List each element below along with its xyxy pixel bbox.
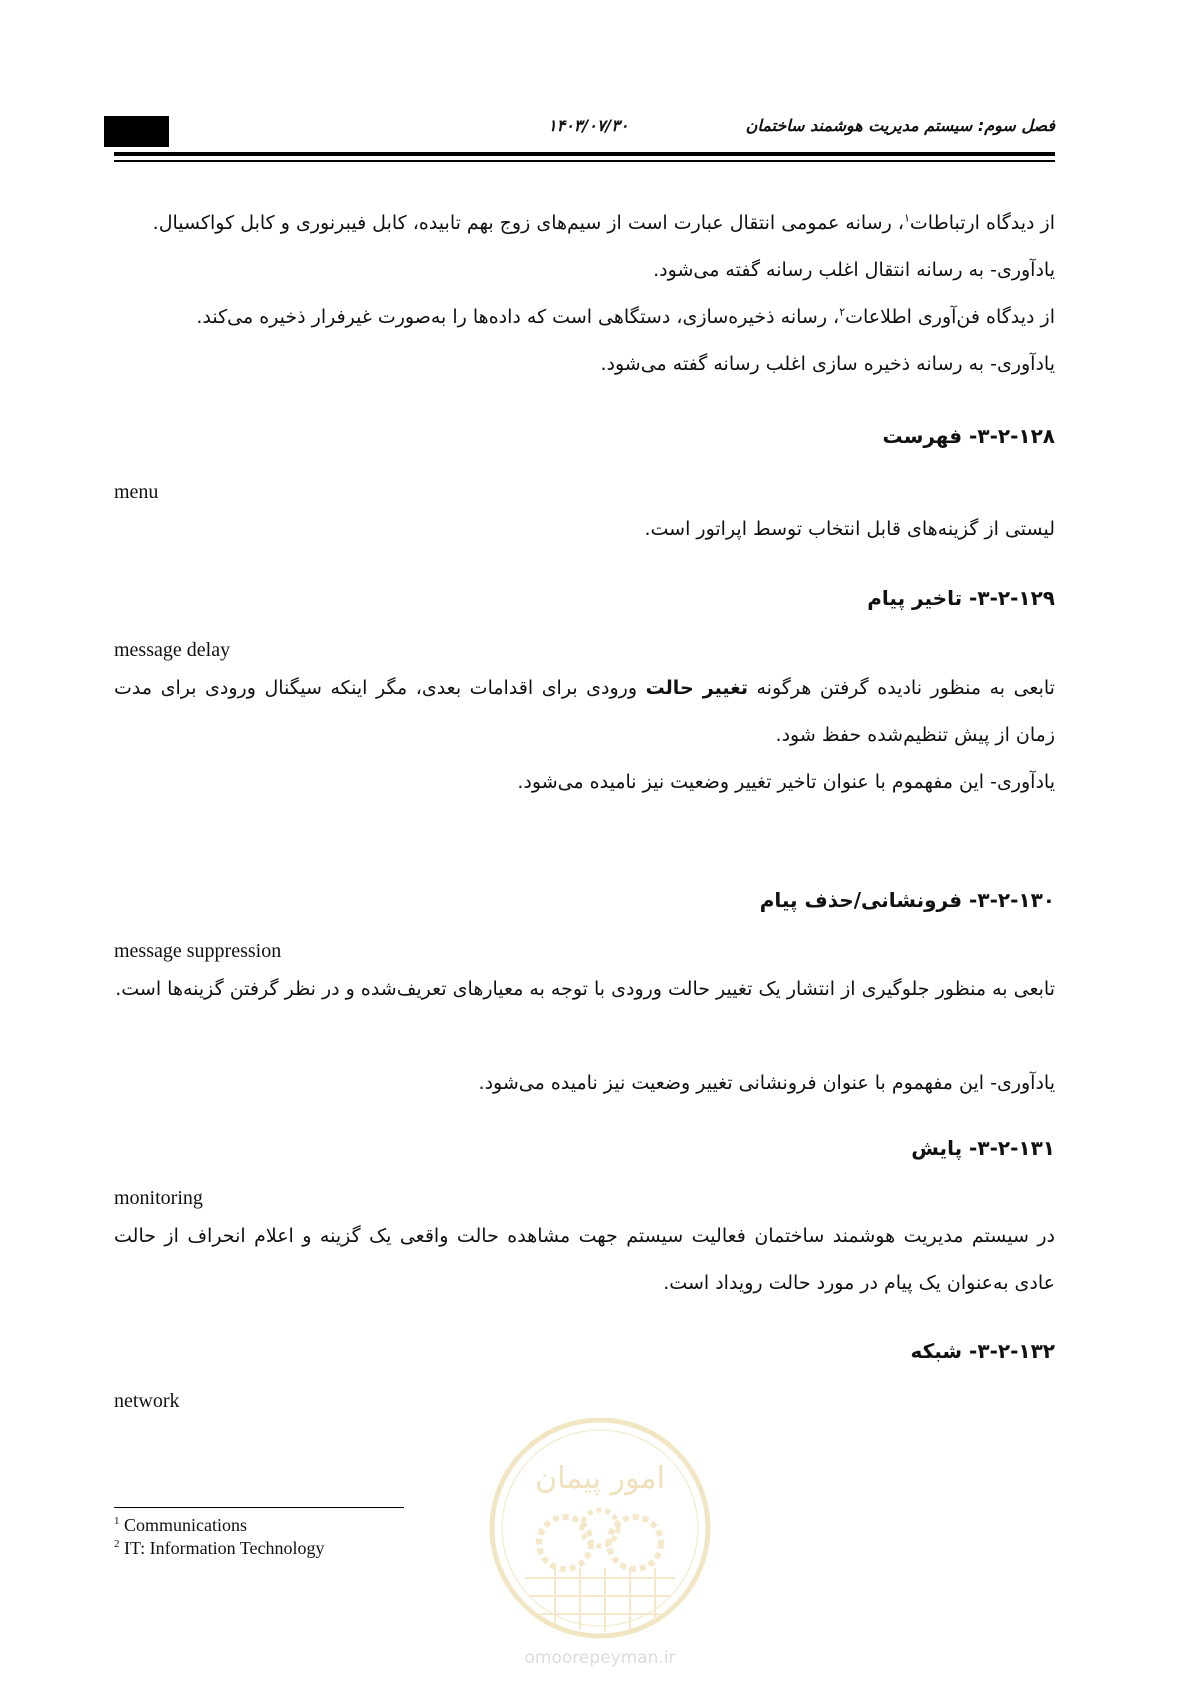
intro-p1-text-a: از دیدگاه ارتباطات	[909, 212, 1055, 234]
footnote-ref-2[interactable]: ۲	[839, 305, 846, 319]
section-132-english-term: network	[114, 1390, 180, 1412]
footnote-1-text: Communications	[124, 1515, 247, 1535]
section-130-body: تابعی به منظور جلوگیری از انتشار یک تغییر حالت ورودی با توجه به معیارهای تعریف‌شده و در نظر گرفتن گزینه‌ها است.	[115, 978, 1055, 1000]
section-128-heading: ۳-۲-۱۲۸- فهرست	[882, 424, 1055, 448]
section-129-heading: ۳-۲-۱۲۹- تاخیر پیام	[867, 586, 1055, 610]
footnote-2-number: 2	[114, 1538, 120, 1550]
section-129-english-term: message delay	[114, 639, 231, 661]
section-130-note: یادآوری- این مفهموم با عنوان فرونشانی تغییر وضعیت نیز نامیده می‌شود.	[478, 1072, 1055, 1094]
intro-paragraph-2: یادآوری- به رسانه انتقال اغلب رسانه گفته می‌شود.	[653, 259, 1055, 281]
header-rule-thin	[114, 160, 1055, 162]
section-129-body-b: ورودی برای اقدامات بعدی، مگر اینکه سیگنال ورودی برای مدت زمان از پیش تنظیم‌شده حفظ شود.	[114, 677, 1055, 746]
intro-p3-text-a: از دیدگاه فن‌آوری اطلاعات	[845, 306, 1055, 328]
watermark-logo	[485, 1418, 715, 1668]
header-chapter-title: فصل سوم: سیستم مدیریت هوشمند ساختمان	[745, 116, 1055, 135]
footnote-2-text: IT: Information Technology	[124, 1538, 325, 1558]
intro-paragraph-4: یادآوری- به رسانه ذخیره سازی اغلب رسانه گفته می‌شود.	[600, 353, 1055, 375]
section-129-body	[114, 665, 1055, 759]
section-128-english-term: menu	[114, 481, 159, 503]
section-132-heading: ۳-۲-۱۳۲- شبکه	[910, 1339, 1055, 1363]
section-129-note: یادآوری- این مفهموم با عنوان تاخیر تغییر وضعیت نیز نامیده می‌شود.	[517, 771, 1055, 793]
header-date: ۱۴۰۳/۰۷/۳۰	[548, 116, 629, 135]
section-131-english-term: monitoring	[114, 1187, 203, 1209]
intro-paragraph-3	[196, 294, 1055, 341]
section-130-heading: ۳-۲-۱۳۰- فرونشانی/حذف پیام	[759, 888, 1055, 912]
footnote-separator	[114, 1507, 404, 1508]
footnote-1-number: 1	[114, 1515, 120, 1527]
intro-paragraph-1	[153, 200, 1055, 247]
footnote-1	[114, 1515, 247, 1536]
watermark-site: omoorepeyman.ir	[524, 1648, 676, 1668]
header-black-box	[104, 116, 169, 147]
section-131-heading: ۳-۲-۱۳۱- پایش	[911, 1136, 1055, 1160]
section-131-body: در سیستم مدیریت هوشمند ساختمان فعالیت سیستم جهت مشاهده حالت واقعی یک گزینه و اعلام انحراف از حالت عادی به‌عنوان یک پیام در مورد حالت رویداد است.	[114, 1225, 1055, 1294]
header-rule-thick	[114, 152, 1055, 156]
footnote-ref-1[interactable]: ۱	[903, 211, 910, 225]
intro-p1-text-b: ، رسانه عمومی انتقال عبارت است از سیم‌های زوج بهم تابیده، کابل فیبرنوری و کابل کواکسیال.	[152, 212, 904, 234]
footnote-2	[114, 1538, 324, 1559]
section-128-body: لیستی از گزینه‌های قابل انتخاب توسط اپراتور است.	[644, 518, 1055, 540]
watermark-logo-text: امور پیمان	[535, 1461, 665, 1496]
section-129-body-bold: تغییر حالت	[645, 677, 748, 699]
section-129-body-a: تابعی به منظور نادیده گرفتن هرگونه	[756, 677, 1055, 699]
section-130-english-term: message suppression	[114, 940, 282, 962]
intro-p3-text-b: ، رسانه ذخیره‌سازی، دستگاهی است که داده‌ها را به‌صورت غیرفرار ذخیره می‌کند.	[196, 306, 840, 328]
